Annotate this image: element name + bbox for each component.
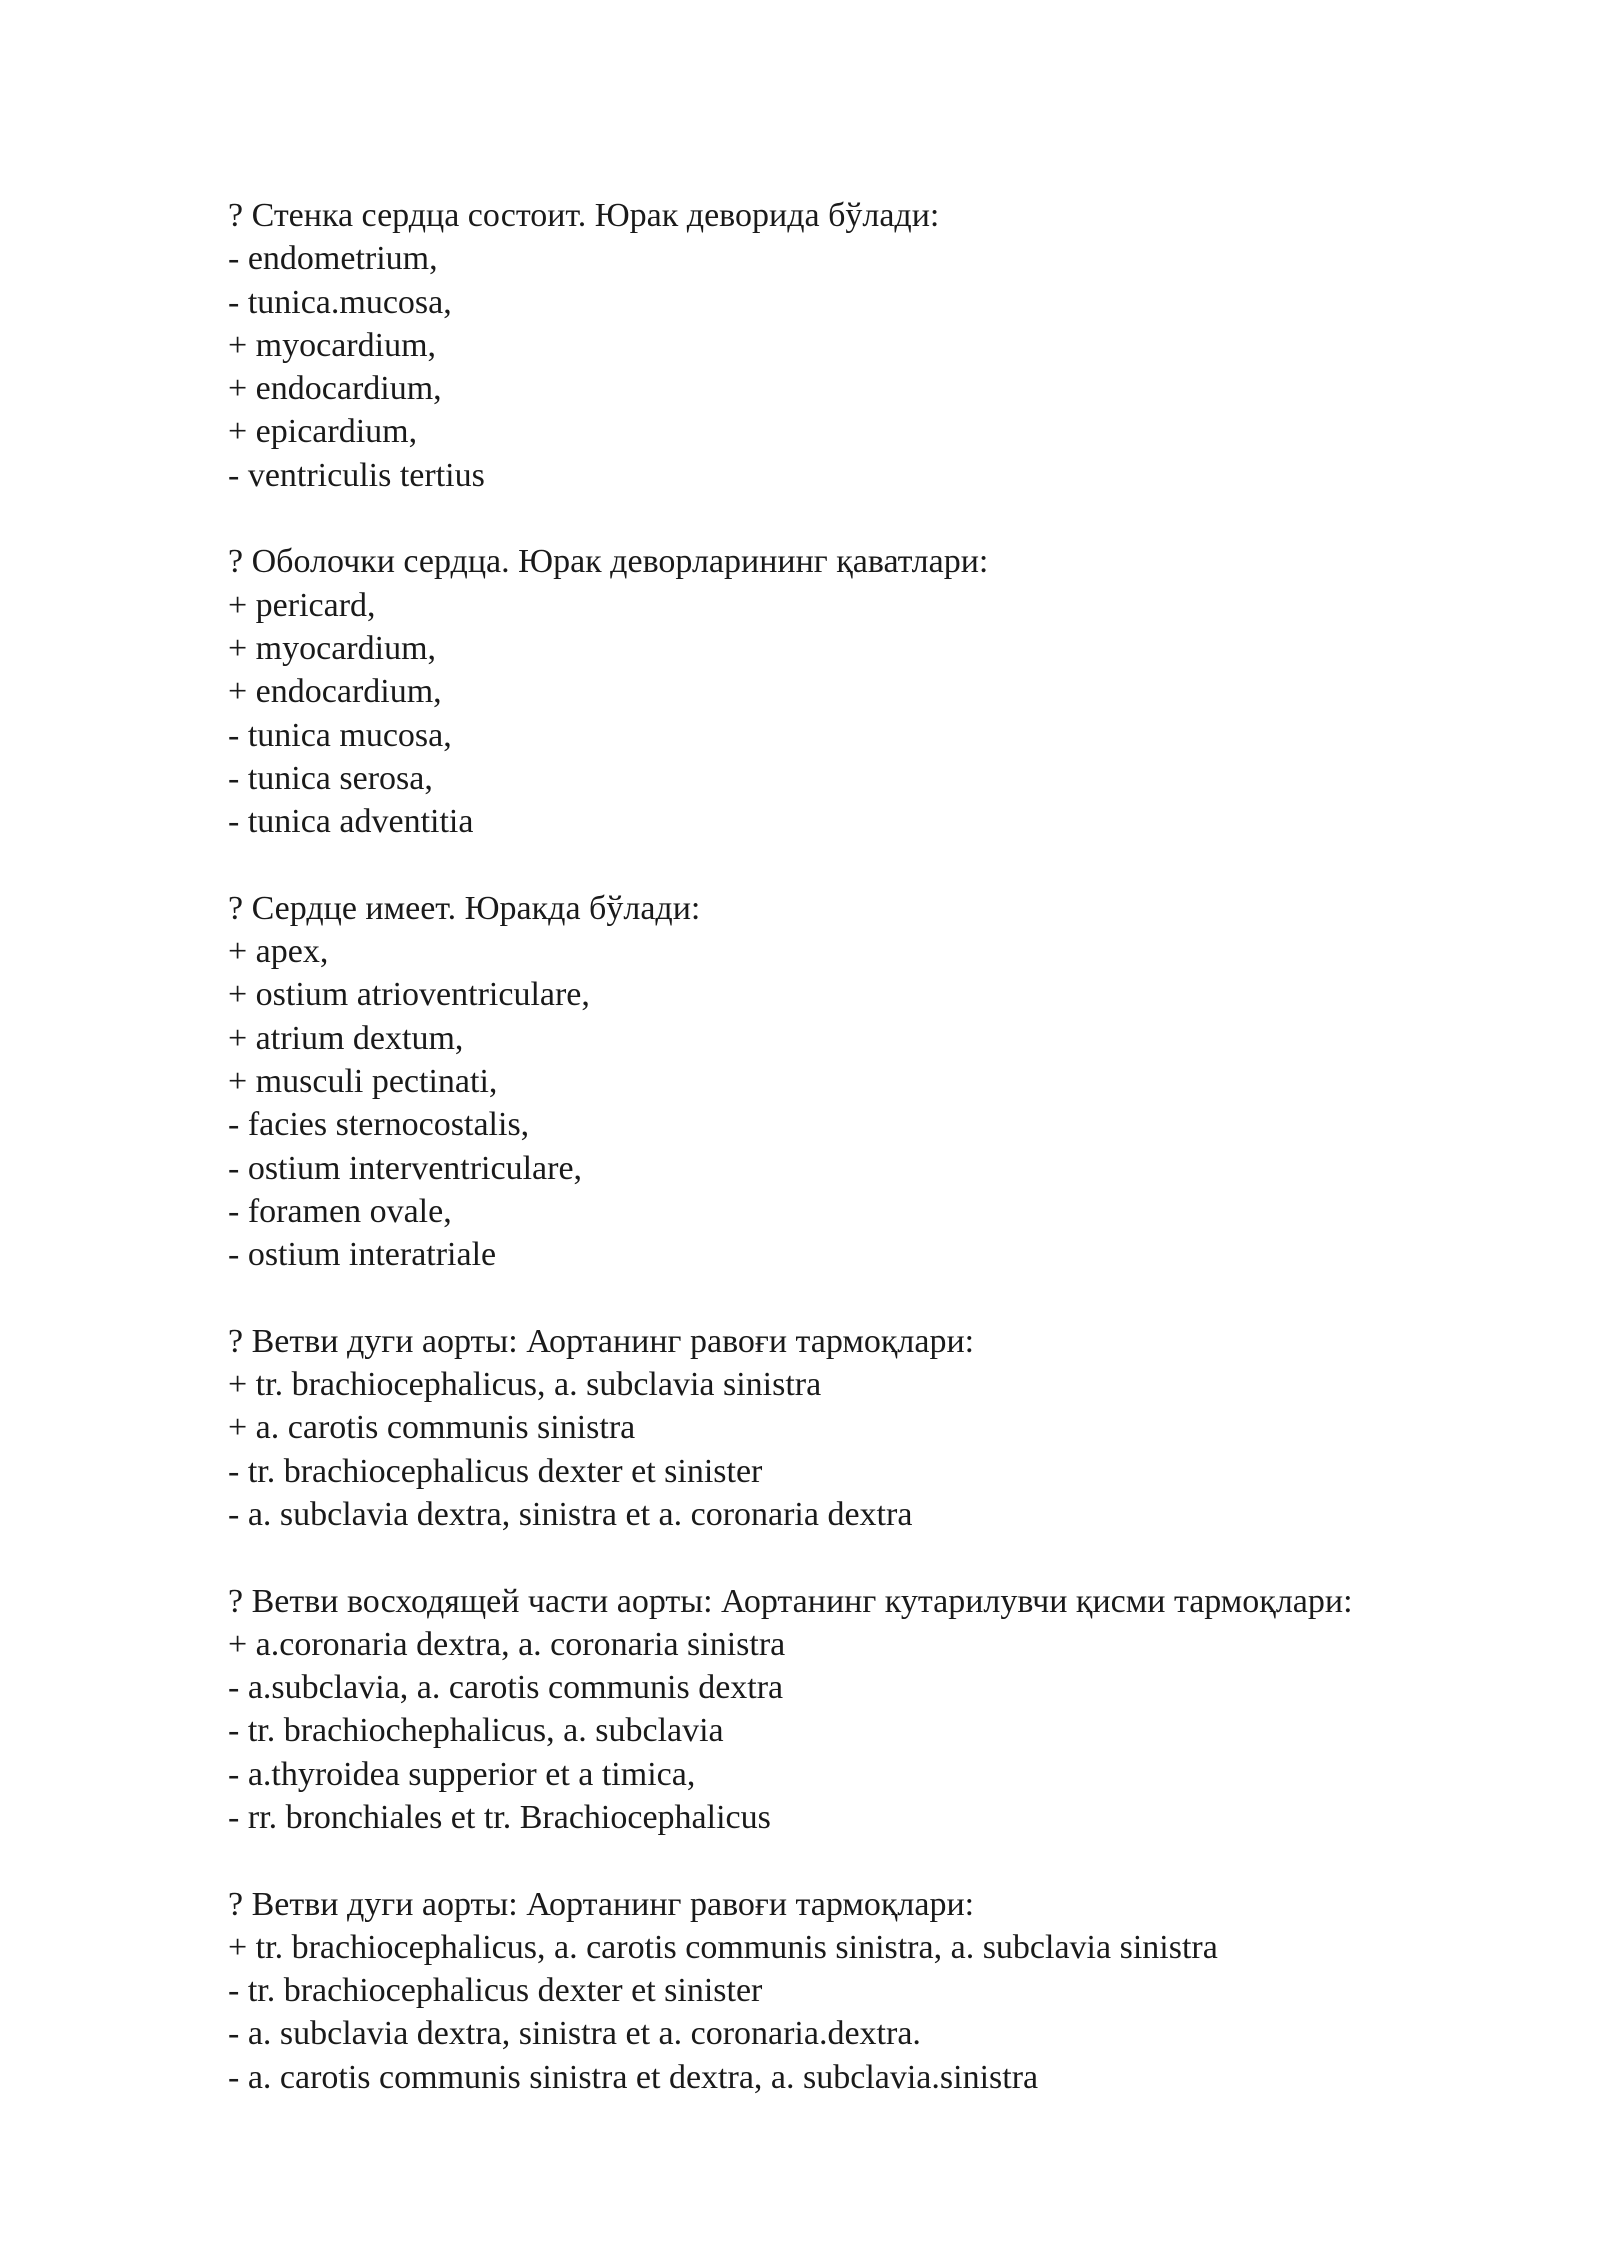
answer-option: + ostium atrioventriculare,: [228, 976, 590, 1014]
answer-option: - tr. brachiocephalicus dexter et sinister: [228, 1452, 763, 1490]
question-text: ? Оболочки сердца. Юрак деворларининг қаватлари:: [228, 543, 989, 581]
question-block: [228, 194, 1568, 497]
answer-option: - a.subclavia, a. carotis communis dextra: [228, 1669, 784, 1707]
question-text: ? Ветви дуги аорты: Аортанинг равоғи тармоқлари:: [228, 1885, 975, 1923]
answer-option: - ostium interatriale: [228, 1236, 497, 1274]
answer-option: + a. carotis communis sinistra: [228, 1409, 636, 1447]
question-block: [228, 887, 1568, 1277]
answer-option: + myocardium,: [228, 326, 437, 364]
answer-option: + apex,: [228, 933, 329, 971]
answer-option: - endometrium,: [228, 240, 438, 278]
answer-option: - a.thyroidea supperior et a timica,: [228, 1755, 696, 1793]
answer-option: - foramen ovale,: [228, 1192, 452, 1230]
answer-option: - facies sternocostalis,: [228, 1106, 530, 1144]
answer-option: + a.coronaria dextra, a. coronaria sinistra: [228, 1625, 786, 1663]
answer-option: - tunica mucosa,: [228, 716, 452, 754]
answer-option: - a. subclavia dextra, sinistra et a. coronaria.dextra.: [228, 2015, 921, 2053]
answer-option: + epicardium,: [228, 413, 418, 451]
question-text: ? Ветви дуги аорты: Аортанинг равоғи тармоқлари:: [228, 1322, 975, 1360]
answer-option: + tr. brachiocephalicus, a. subclavia sinistra: [228, 1366, 822, 1404]
question-text: ? Ветви восходящей части аорты: Аортанинг кутарилувчи қисми тармоқлари:: [228, 1582, 1353, 1620]
answer-option: - tunica.mucosa,: [228, 283, 452, 321]
answer-option: + endocardium,: [228, 673, 442, 711]
answer-option: - tunica adventitia: [228, 803, 474, 841]
question-text: ? Сердце имеет. Юракда бўлади:: [228, 889, 701, 927]
answer-option: - a. subclavia dextra, sinistra et a. coronaria dextra: [228, 1495, 913, 1533]
answer-option: - tunica serosa,: [228, 759, 433, 797]
answer-option: + pericard,: [228, 586, 376, 624]
answer-option: - ostium interventriculare,: [228, 1149, 583, 1187]
question-block: [228, 1580, 1568, 1840]
answer-option: - a. carotis communis sinistra et dextra, a. subclavia.sinistra: [228, 2058, 1039, 2096]
answer-option: - tr. brachiochephalicus, a. subclavia: [228, 1712, 724, 1750]
answer-option: + myocardium,: [228, 629, 437, 667]
question-text: ? Стенка сердца состоит. Юрак деворида бўлади:: [228, 197, 940, 234]
answer-option: - tr. brachiocephalicus dexter et sinister: [228, 1972, 763, 2010]
question-block: [228, 1883, 1568, 2099]
answer-option: + endocardium,: [228, 370, 442, 408]
answer-option: - rr. bronchiales et tr. Brachiocephalicus: [228, 1798, 771, 1836]
answer-option: + atrium dextum,: [228, 1019, 464, 1057]
answer-option: - ventriculis tertius: [228, 456, 485, 494]
answer-option: + tr. brachiocephalicus, a. carotis communis sinistra, a. subclavia sinistra: [228, 1928, 1218, 1966]
answer-option: + musculi pectinati,: [228, 1062, 498, 1100]
question-block: [228, 1320, 1568, 1536]
question-block: [228, 540, 1568, 843]
document-page: [228, 194, 1568, 2142]
